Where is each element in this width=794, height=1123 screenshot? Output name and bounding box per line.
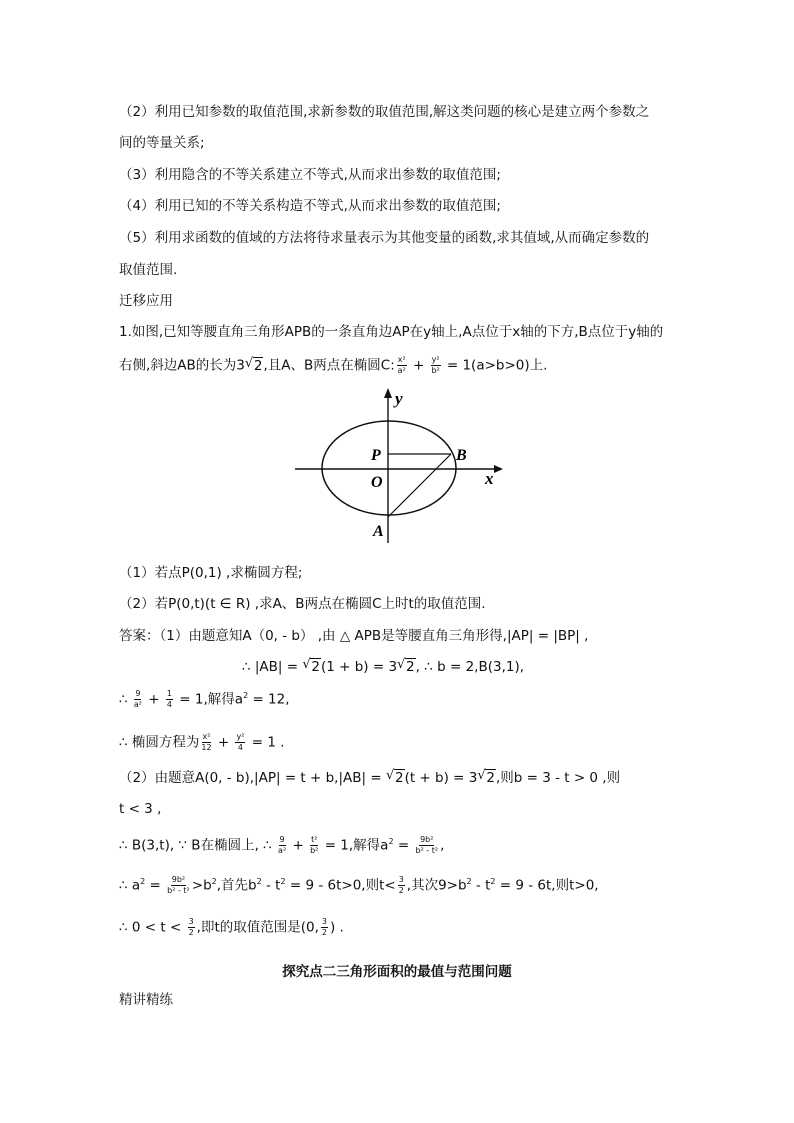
answer-line-2: ∴ |AB| = √ 2(1 + b) = 3√ 2, ∴ b = 2,B(3,1), — [242, 659, 524, 675]
answer-line-8: ∴ $a^2$ = $\frac{\text{9b²}}{\text{b² - t²}}$ $>b^2$,首先$b^2 - t^2 = 9 - 6t>0$,则t< $\frac{3}{2}$ ,其次$9>b^2 - t^2 = 9 - 6t$,则t>0, — [119, 875, 599, 895]
answer-line-3: ∴ $\frac{9}{\text{a²}}$ + $\frac{1}{4}$ = 1,解得$a^2 = 12$, — [119, 689, 290, 709]
y-axis-arrow — [384, 388, 392, 398]
label-y: y — [395, 389, 403, 408]
question-2: （2）若P(0,t)(t ∈ R) ,求A、B两点在椭圆C上时t的取值范围. — [119, 596, 486, 612]
sqrt-symbol: √ 2 — [245, 358, 264, 374]
fraction-y2-b2: $\frac{\text{y²}}{\text{b²}}$ — [431, 355, 440, 375]
para-method-2: （2）利用已知参数的取值范围,求新参数的取值范围,解这类问题的核心是建立两个参数之 — [119, 104, 650, 120]
answer-line-4: ∴ 椭圆方程为 $\frac{\text{x²}}{12}$ + $\frac{\text{y²}}{4}$ = 1 . — [119, 732, 285, 752]
section-transfer: 迁移应用 — [119, 293, 173, 309]
answer-line-1: 答案：（1）由题意知A（0, - b） ,由 △ APB是等腰直角三角形得,|AP| = |BP| , — [119, 628, 589, 644]
answer-line-7: ∴ B(3,t), ∵ B在椭圆上, ∴ $\frac{9}{\text{a²}}$ + $\frac{\text{t²}}{\text{b²}}$ = 1,解得$a^2$ = $\frac{\text{9b²}}{\text{b² - t²}}$ , — [119, 835, 445, 855]
section-subheading: 精讲精练 — [119, 992, 173, 1008]
label-x: x — [485, 469, 494, 488]
para-method-5: （5）利用求函数的值域的方法将待求量表示为其他变量的函数,求其值域,从而确定参数的 — [119, 230, 650, 246]
para-method-2-cont: 间的等量关系; — [119, 135, 205, 151]
label-B: B — [456, 447, 467, 464]
answer-line-5: （2）由题意A(0, - b),|AP| = t + b,|AB| = √ 2(t + b) = 3√ 2,则b = 3 - t > 0 ,则 — [119, 770, 620, 786]
problem-1: 1.如图,已知等腰直角三角形APB的一条直角边AP在y轴上,A点位于x轴的下方,B点位于y轴的 — [119, 324, 664, 340]
label-P: P — [371, 447, 381, 464]
para-method-4: （4）利用已知的不等关系构造不等式,从而求出参数的取值范围; — [119, 198, 501, 214]
x-axis-arrow — [494, 465, 503, 473]
answer-line-6: t < 3 , — [119, 801, 162, 817]
label-O: O — [371, 474, 383, 491]
ellipse-figure — [289, 386, 509, 546]
section-heading: 探究点二三角形面积的最值与范围问题 — [282, 964, 512, 980]
ellipse-curve — [322, 421, 456, 515]
segment-AB — [388, 454, 451, 517]
problem-1-cont: 右侧,斜边AB的长为3√ 2,且A、B两点在椭圆C: $\frac{\text{x²}}{\text{a²}}$ + $\frac{\text{y²}}{\text{b²}}$ = 1(a>b>0)上. — [119, 356, 547, 375]
question-1: （1）若点P(0,1) ,求椭圆方程; — [119, 565, 303, 581]
para-method-3: （3）利用隐含的不等关系建立不等式,从而求出参数的取值范围; — [119, 167, 501, 183]
para-method-5-cont: 取值范围. — [119, 262, 178, 278]
answer-line-9: ∴ 0 < t < $\frac{3}{2}$ ,即t的取值范围是(0, $\frac{3}{2}$ ) . — [119, 917, 344, 937]
label-A: A — [373, 523, 384, 540]
fraction-x2-a2: $\frac{\text{x²}}{\text{a²}}$ — [397, 355, 406, 375]
